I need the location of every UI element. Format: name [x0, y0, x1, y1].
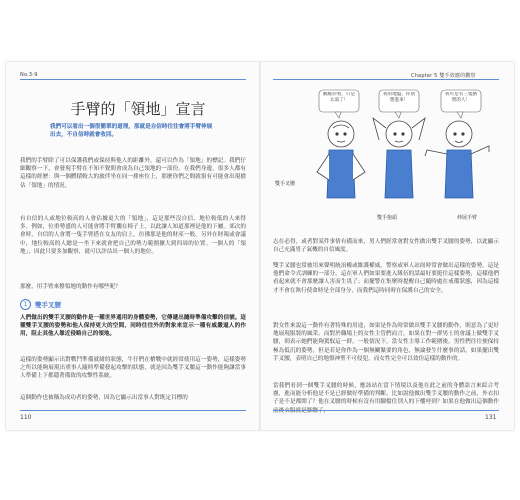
left-paragraph-3: 那麼，用手臂來撐領地的動作有哪些呢？ — [20, 284, 121, 290]
label-arms-stretched: 伸展手臂 — [457, 215, 478, 221]
speech-bubble-1 — [319, 90, 359, 118]
label-hands-behind-head: 雙手抱頭 — [377, 215, 398, 221]
left-sub-paragraph-1: 人們做出的雙手叉腰的動作是一種世界通用的身體姿勢，它傳遞出隨時準備攻擊的信號。這種雙手叉腰的姿勢和他人保持更大的空間，同時往往外的對象來宣示一種有威嚴逼人的作用，阻止其他人靠近侵略自己的領地。 — [20, 315, 246, 338]
left-paragraph-1: 我們的手臂除了可以保護我們或保持與他人的距離外，還可以作為「領地」的標記。我們仔細觀察一下，會發現手臂在不知不覺間會成為自己領地的一部份。在我們身邊，很多人都有這樣的經歷：與一個體積較大的旅伴坐在同一排座位上，那麼你們之間就很有可能會出現搶佔「領地」的情況。 — [20, 158, 246, 189]
right-header-rule — [273, 79, 499, 80]
left-sub-paragraph-3: 這個動作也被稱為成功者的姿勢，因為它顯示出當事人對既定目標的 — [20, 395, 188, 401]
right-page-header: Chapter 5 雙手效應的觀察 — [411, 73, 476, 79]
left-sub-paragraph-2: 這樣的姿勢顯示出對戰鬥準備就緒的狀態，牛仔們在槍戰中就經常使用這一姿勢，這樣姿勢之所以能夠展現出重事人隨時準備發起攻擊的狀態，就是因為雙手叉腰這一動作能夠讓當事人準備上下都隱著備致的攻擊性系統。 — [20, 357, 246, 380]
right-page-number: 131 — [485, 414, 497, 421]
bubble-3-text: 我可是有三隻胳臂的人！ — [444, 92, 478, 103]
figure-arms-stretched — [425, 121, 489, 198]
left-page-number: 110 — [20, 414, 32, 421]
right-footer-rule — [273, 410, 499, 411]
speech-bubble-3 — [441, 90, 481, 118]
bubble-1-text: 瞧瞧你看，只是太弱了！ — [322, 92, 356, 103]
right-page — [261, 62, 514, 430]
subhead — [20, 299, 61, 310]
label-hands-on-hips: 雙手叉腰 — [275, 181, 296, 187]
subhead-title: 雙手叉腰 — [35, 301, 61, 309]
subhead-number: 1 — [20, 299, 31, 310]
lead-text: 我們可以看出一個很簡單的道理，那就是自信時往往會將手臂伸展出去，不自信時就會收回。 — [50, 124, 213, 138]
right-paragraph-1: 志在必得，或者對某件事情有備而來，男人們經常會對女性做出雙手叉腰的姿勢，以此顯示自己充滿男子氣概的自信風度。 — [273, 239, 499, 254]
left-paragraph-2: 有自信的人或地位較高的人會佔據更大的「領地」，這是那些沒自信、地位較低的人來得多。例如，位重勢盛的人可能會將手臂擱在椅子上，以此讓人知道那裡是他的下屬。郊次的會時，自信的人會將一隻手臂搭在女友的肩上，彷彿那是他的財產一般。另外在財報或會議中，地位較高的人總是一坐下來就會把自己的勢力範圍擴大到四周的位置。一個人的「領地」，因此只要多加觀察，就可以評估出一個人的地位。 — [20, 216, 246, 255]
page-title: 手臂的「領地」宣言 — [70, 100, 206, 118]
figure-hands-behind-head — [373, 118, 425, 198]
speech-bubble-2 — [379, 90, 419, 118]
left-footer-rule — [20, 410, 246, 411]
bubble-2-text: 我的地盤，你別想進來！ — [382, 92, 416, 103]
right-paragraph-3: 對女性來說這一動作有著特殊的用途，如果是作為時常做出雙手叉腰的動作，則意為了更好地展現服裝的風采。而對於職場上的女性主管們而言，如果在對一群男士的會議上做雙手叉腰，則表示她們能夠駕馭這一群。一般情況下，當女性主導工作範圍後，男性們往往便保持極為低沉的姿勢，但是若是你作為一個無關緊要的角色，無論發生什麼事的話，如果擺出雙手叉腰，表明自己的地盤神聖不可侵犯，而女性完全可以效仿這樣的動作的。 — [273, 323, 499, 362]
left-header-rule — [20, 79, 246, 80]
left-page-header: No.3-9 — [20, 72, 38, 78]
right-paragraph-2: 雙手叉腰也常被用來聲明統治權或維護權威。警察或軍人站崗時常會做出這樣的姿勢，這是他們命令式訓練的一部分，這在軍人們如果要進入隊伍的話最好要挺住這樣姿勢，這樣他們看起來就不會那麼讓人害而生畏了；而擺警在集聚時提醒自己隨時處在戒備狀態，因為這樣才不會在執行使命時是全部身分，而我們這時同時在保護自己的安全。 — [273, 263, 499, 294]
right-paragraph-4: 當我們看到一個雙手叉腰的時候，應該站在當下情境以及他在此之前的身體語言來綜合考慮，進而能分析他是不是已經做好準備的判斷。比如說他做出雙手叉腰的動作之前，外衣扣子是不是都開了？他在叉腰的時候有沒有用腳擋住別人的下樓呼到？如果在他做出這個動作 — [273, 383, 499, 406]
left-page — [6, 62, 259, 430]
book-spread — [6, 62, 514, 430]
